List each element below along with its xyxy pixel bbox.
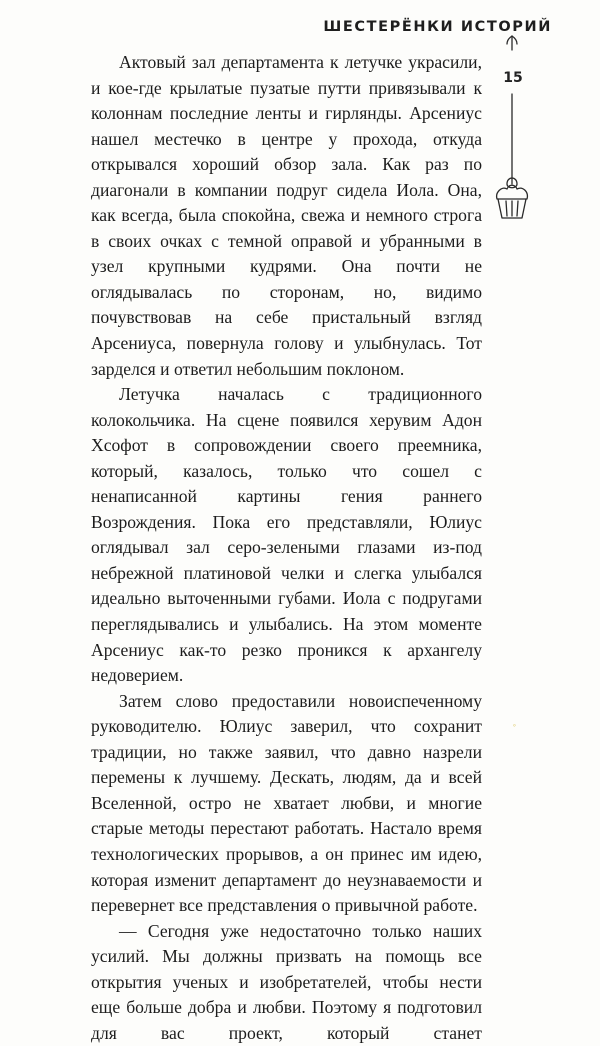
hanging-cupcake-icon [490, 34, 534, 224]
paragraph: Актовый зал департамента к летучке украсили, и кое-где крылатые пузатые путти привязывали к колоннам последние ленты и гирлянды. Арсениус нашел местечко в центре у прохода, откуда открывался хороший обзор зала. Как раз по диагонали в компании подруг сидела Иола. Она, как всегда, была спокойна, свежа и немного строга в своих очках с темной оправой и убранными в узел крупными кудрями. Она почти не оглядывалась по сторонам, но, видимо почувствовав на себе пристальный взгляд Арсениуса, повернула голову и улыбнулась. Тот зарделся и ответил небольшим поклоном. [91, 52, 482, 379]
paragraph: Затем слово предоставили новоиспеченному руководителю. Юлиус заверил, что сохранит традиции, но также заявил, что давно назрели перемены к лучшему. Дескать, людям, да и всей Вселенной, остро не хватает любви, и многие старые методы перестают работать. Настало время технологических прорывов, а он принес им идею, которая изменит департамент до неузнаваемости и перевернет все представления о привычной работе. [91, 690, 482, 916]
ink-speck: ◦ [512, 720, 516, 730]
paragraph: Летучка началась с традиционного колокольчика. На сцене появился херувим Адон Хсофот в сопровождении своего преемника, который, казалось, только что сошел с ненаписанной картины гения раннего Возрождения. Пока его представляли, Юлиус оглядывал зал серо-зелеными глазами из-под небрежной платиновой челки и слегка улыбался идеально выточенными губами. Иола с подругами переглядывались и улыбались. На этом моменте Арсениус как-то резко проникся к архангелу недоверием. [91, 384, 482, 686]
page-number: 15 [503, 70, 523, 86]
paragraph: — Сегодня уже недостаточно только наших усилий. Мы должны призвать на помощь все открытия ученых и изобретателей, чтобы нести еще больше добра и любви. Поэтому я подготовил для вас проект, который станет [91, 920, 482, 1043]
running-header: ШЕСТЕРЁНКИ ИСТОРИЙ [323, 19, 552, 35]
body-text [91, 50, 482, 1046]
